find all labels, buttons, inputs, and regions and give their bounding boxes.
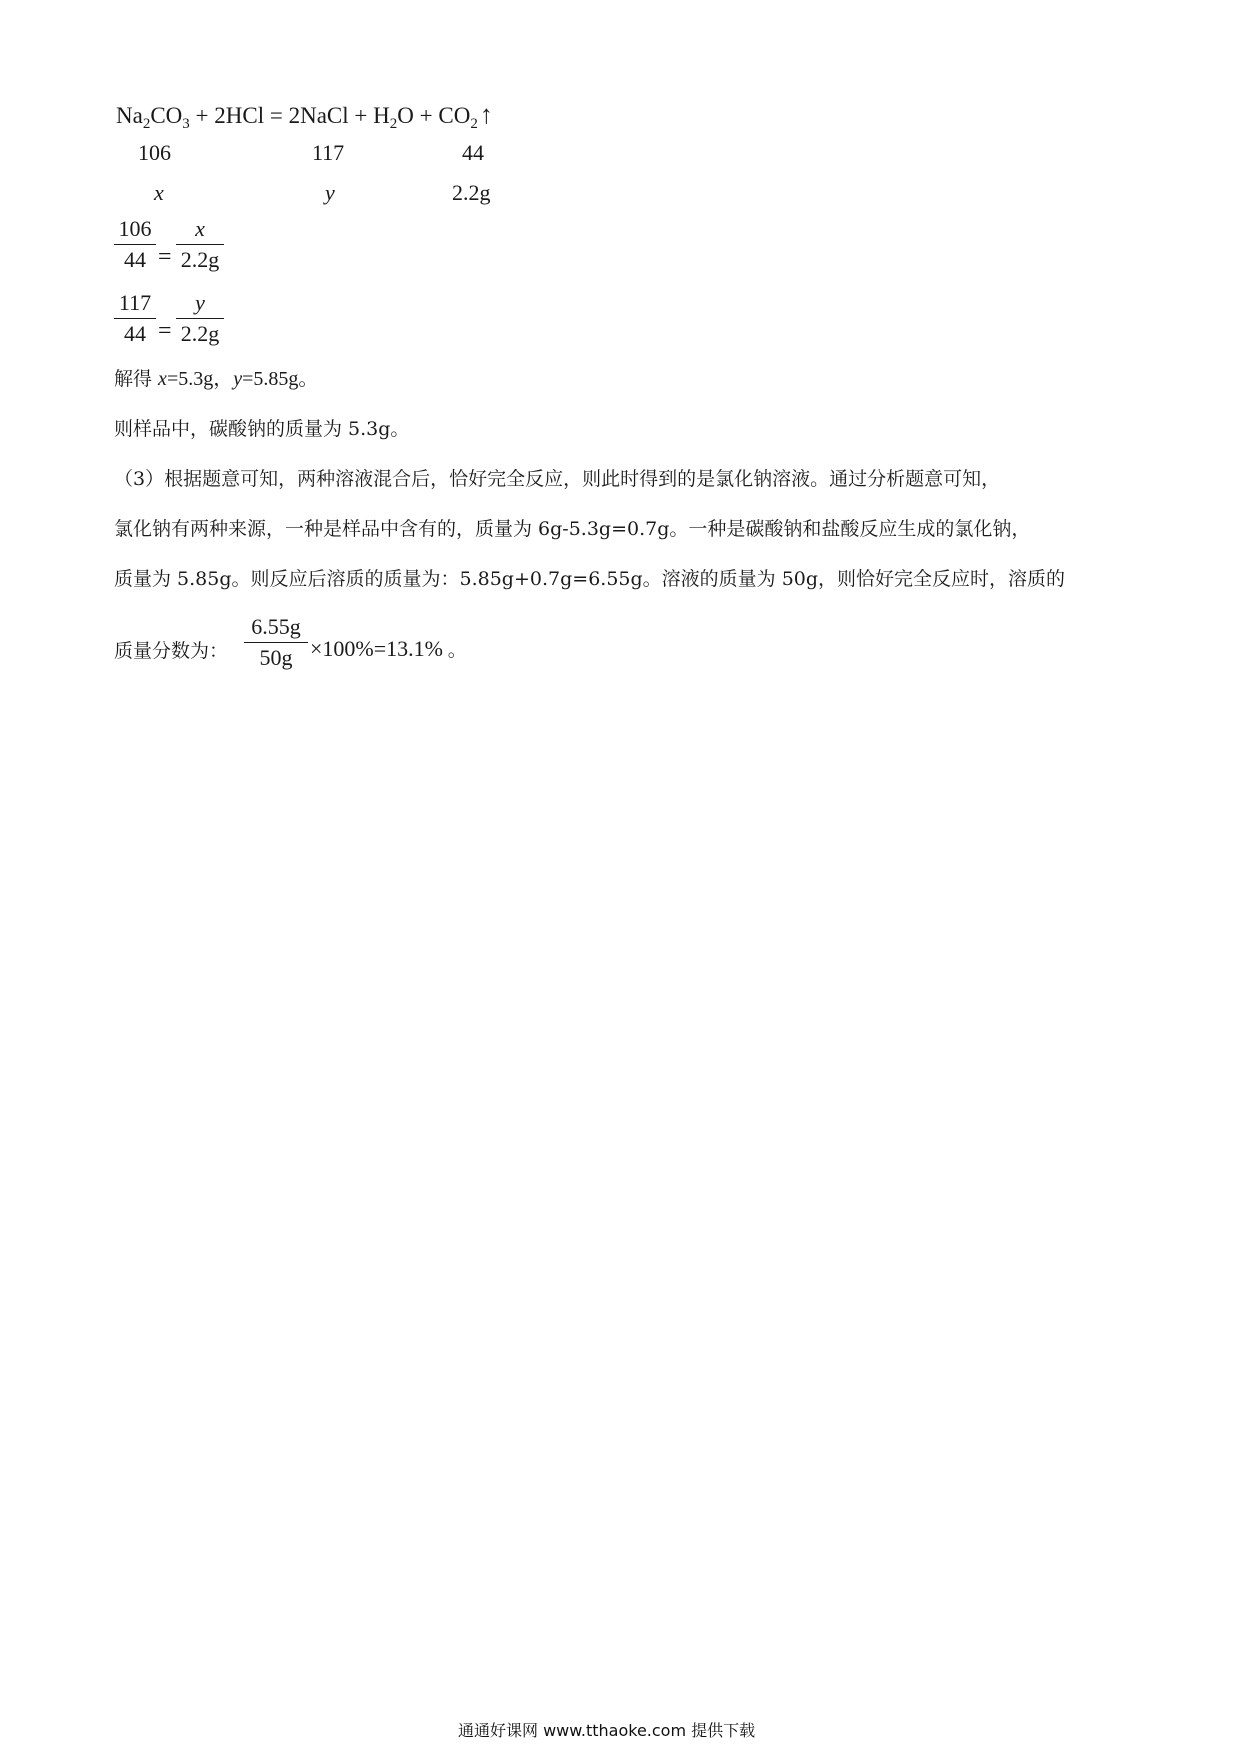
frac-numerator: 6.55g bbox=[251, 614, 301, 639]
var-2-2g: 2.2g bbox=[452, 180, 491, 205]
mass-fraction bbox=[244, 612, 308, 673]
frac-numerator: y bbox=[195, 290, 205, 315]
frac-denominator: 44 bbox=[124, 247, 146, 272]
solve-x-var: x bbox=[158, 368, 167, 390]
eq-plus: + bbox=[413, 103, 439, 128]
eq-reactant1: Na bbox=[116, 103, 143, 128]
frac-denominator: 2.2g bbox=[180, 321, 220, 346]
solve-x-val: =5.3g， bbox=[166, 368, 234, 390]
eq-sub: 2 bbox=[389, 116, 398, 132]
eq-sub: 2 bbox=[470, 116, 478, 132]
mass-44: 44 bbox=[462, 140, 484, 165]
fraction1-right bbox=[176, 214, 224, 275]
percent-result: ×100%=13.1% bbox=[310, 636, 443, 661]
part3-line2: 氯化钠有两种来源，一种是样品中含有的，质量为 6g-5.3g=0.7g。一种是碳酸钠和盐酸反应生成的氯化钠， bbox=[114, 518, 1031, 540]
eq-equals: = bbox=[264, 103, 289, 128]
eq-product2-b: O bbox=[397, 103, 414, 128]
solve-prefix: 解得 bbox=[114, 368, 159, 390]
frac-numerator: 106 bbox=[118, 216, 152, 241]
part3-line4-suffix bbox=[310, 636, 467, 662]
frac-denominator: 44 bbox=[124, 321, 146, 346]
solve-y-var: y bbox=[233, 368, 243, 390]
gas-arrow-icon: ↑ bbox=[479, 100, 493, 129]
solve-line bbox=[114, 368, 318, 390]
frac-denominator: 2.2g bbox=[180, 247, 220, 272]
fraction2-equals: = bbox=[158, 318, 172, 344]
frac-denominator: 50g bbox=[259, 645, 293, 670]
mass-117: 117 bbox=[312, 140, 345, 165]
frac-numerator: 117 bbox=[118, 290, 152, 315]
var-x: x bbox=[154, 180, 164, 205]
fraction1-left bbox=[114, 214, 156, 275]
part3-line3: 质量为 5.85g。则反应后溶质的质量为：5.85g+0.7g=6.55g。溶液的质量为 50g，则恰好完全反应时，溶质的 bbox=[114, 568, 1066, 590]
solve-y-val: =5.85g。 bbox=[242, 368, 319, 390]
frac-numerator: x bbox=[195, 216, 205, 241]
line-end-punct: 。 bbox=[442, 640, 467, 661]
eq-sub: 2 bbox=[142, 116, 151, 132]
part3-line1: （3）根据题意可知，两种溶液混合后，恰好完全反应，则此时得到的是氯化钠溶液。通过分析题意可知， bbox=[114, 468, 1001, 490]
eq-reactant1-b: CO bbox=[150, 103, 183, 128]
eq-reactant2: 2HCl bbox=[214, 103, 265, 128]
mass-106: 106 bbox=[138, 140, 171, 165]
eq-product3: CO bbox=[438, 103, 471, 128]
fraction2-left bbox=[114, 288, 156, 349]
eq-product2: H bbox=[373, 103, 390, 128]
result-line: 则样品中，碳酸钠的质量为 5.3g。 bbox=[114, 418, 410, 440]
eq-sub: 3 bbox=[182, 116, 190, 132]
eq-product1: 2NaCl bbox=[288, 103, 349, 128]
chemical-equation bbox=[116, 100, 493, 130]
footer-source: 通通好课网 www.tthaoke.com 提供下载 bbox=[458, 1721, 756, 1740]
part3-line4-prefix: 质量分数为： bbox=[114, 640, 229, 662]
fraction2-right bbox=[176, 288, 224, 349]
eq-plus: + bbox=[348, 103, 374, 128]
fraction1-equals: = bbox=[158, 244, 172, 270]
var-y: y bbox=[325, 180, 335, 205]
eq-plus: + bbox=[189, 103, 215, 128]
